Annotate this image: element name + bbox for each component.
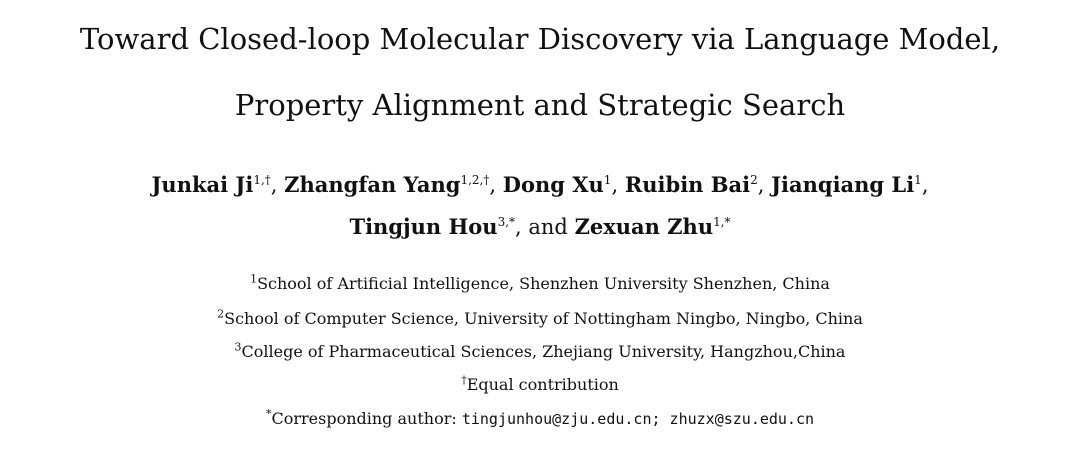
affiliation-3 [0, 342, 1080, 361]
author-marks: 1 [914, 173, 922, 187]
affiliation-text: School of Artificial Intelligence, Shenzhen University Shenzhen, China [257, 274, 830, 293]
affiliation-text: School of Computer Science, University of Nottingham Ningbo, Ningbo, China [224, 309, 863, 328]
equal-contribution-mark: † [461, 373, 467, 387]
author-separator: , [921, 173, 929, 197]
author-separator-and: , and [515, 215, 568, 239]
corresponding-author-label: Corresponding author: [271, 409, 462, 428]
author-name: Zexuan Zhu [574, 214, 714, 239]
author-marks: 1,† [253, 173, 271, 187]
affiliation-1 [0, 274, 1080, 293]
affiliation-2 [0, 309, 1080, 328]
affiliation-mark: 2 [217, 307, 225, 321]
author-name: Jianqiang Li [771, 172, 915, 197]
author-name: Ruibin Bai [624, 172, 751, 197]
author-separator: , [757, 173, 765, 197]
affiliation-mark: 3 [234, 340, 242, 354]
author-marks: 3,* [497, 215, 516, 229]
author-separator: , [489, 173, 497, 197]
affiliation-text: College of Pharmaceutical Sciences, Zhejiang University, Hangzhou,China [241, 342, 846, 361]
author-separator: , [270, 173, 278, 197]
paper-title-line-2: Property Alignment and Strategic Search [234, 88, 846, 122]
author-marks: 2 [750, 173, 758, 187]
affiliation-mark: 1 [250, 272, 258, 286]
author-line-2 [0, 214, 1080, 239]
corresponding-author-note [0, 409, 1080, 428]
equal-contribution-text: Equal contribution [466, 375, 619, 394]
author-name: Junkai Ji [151, 172, 254, 197]
author-marks: 1 [603, 173, 612, 187]
author-marks: 1,* [713, 215, 731, 229]
author-name: Zhangfan Yang [284, 172, 461, 197]
author-name: Tingjun Hou [349, 214, 498, 239]
author-name: Dong Xu [502, 172, 604, 197]
author-separator: , [611, 173, 619, 197]
paper-title-line-1: Toward Closed-loop Molecular Discovery via Language Model, [79, 22, 1001, 56]
author-line-1 [0, 172, 1080, 197]
corresponding-author-emails[interactable]: tingjunhou@zju.edu.cn; zhuzx@szu.edu.cn [461, 410, 815, 428]
author-marks: 1,2,† [460, 173, 490, 187]
equal-contribution-note [0, 375, 1080, 394]
corresponding-author-mark: * [265, 407, 272, 421]
